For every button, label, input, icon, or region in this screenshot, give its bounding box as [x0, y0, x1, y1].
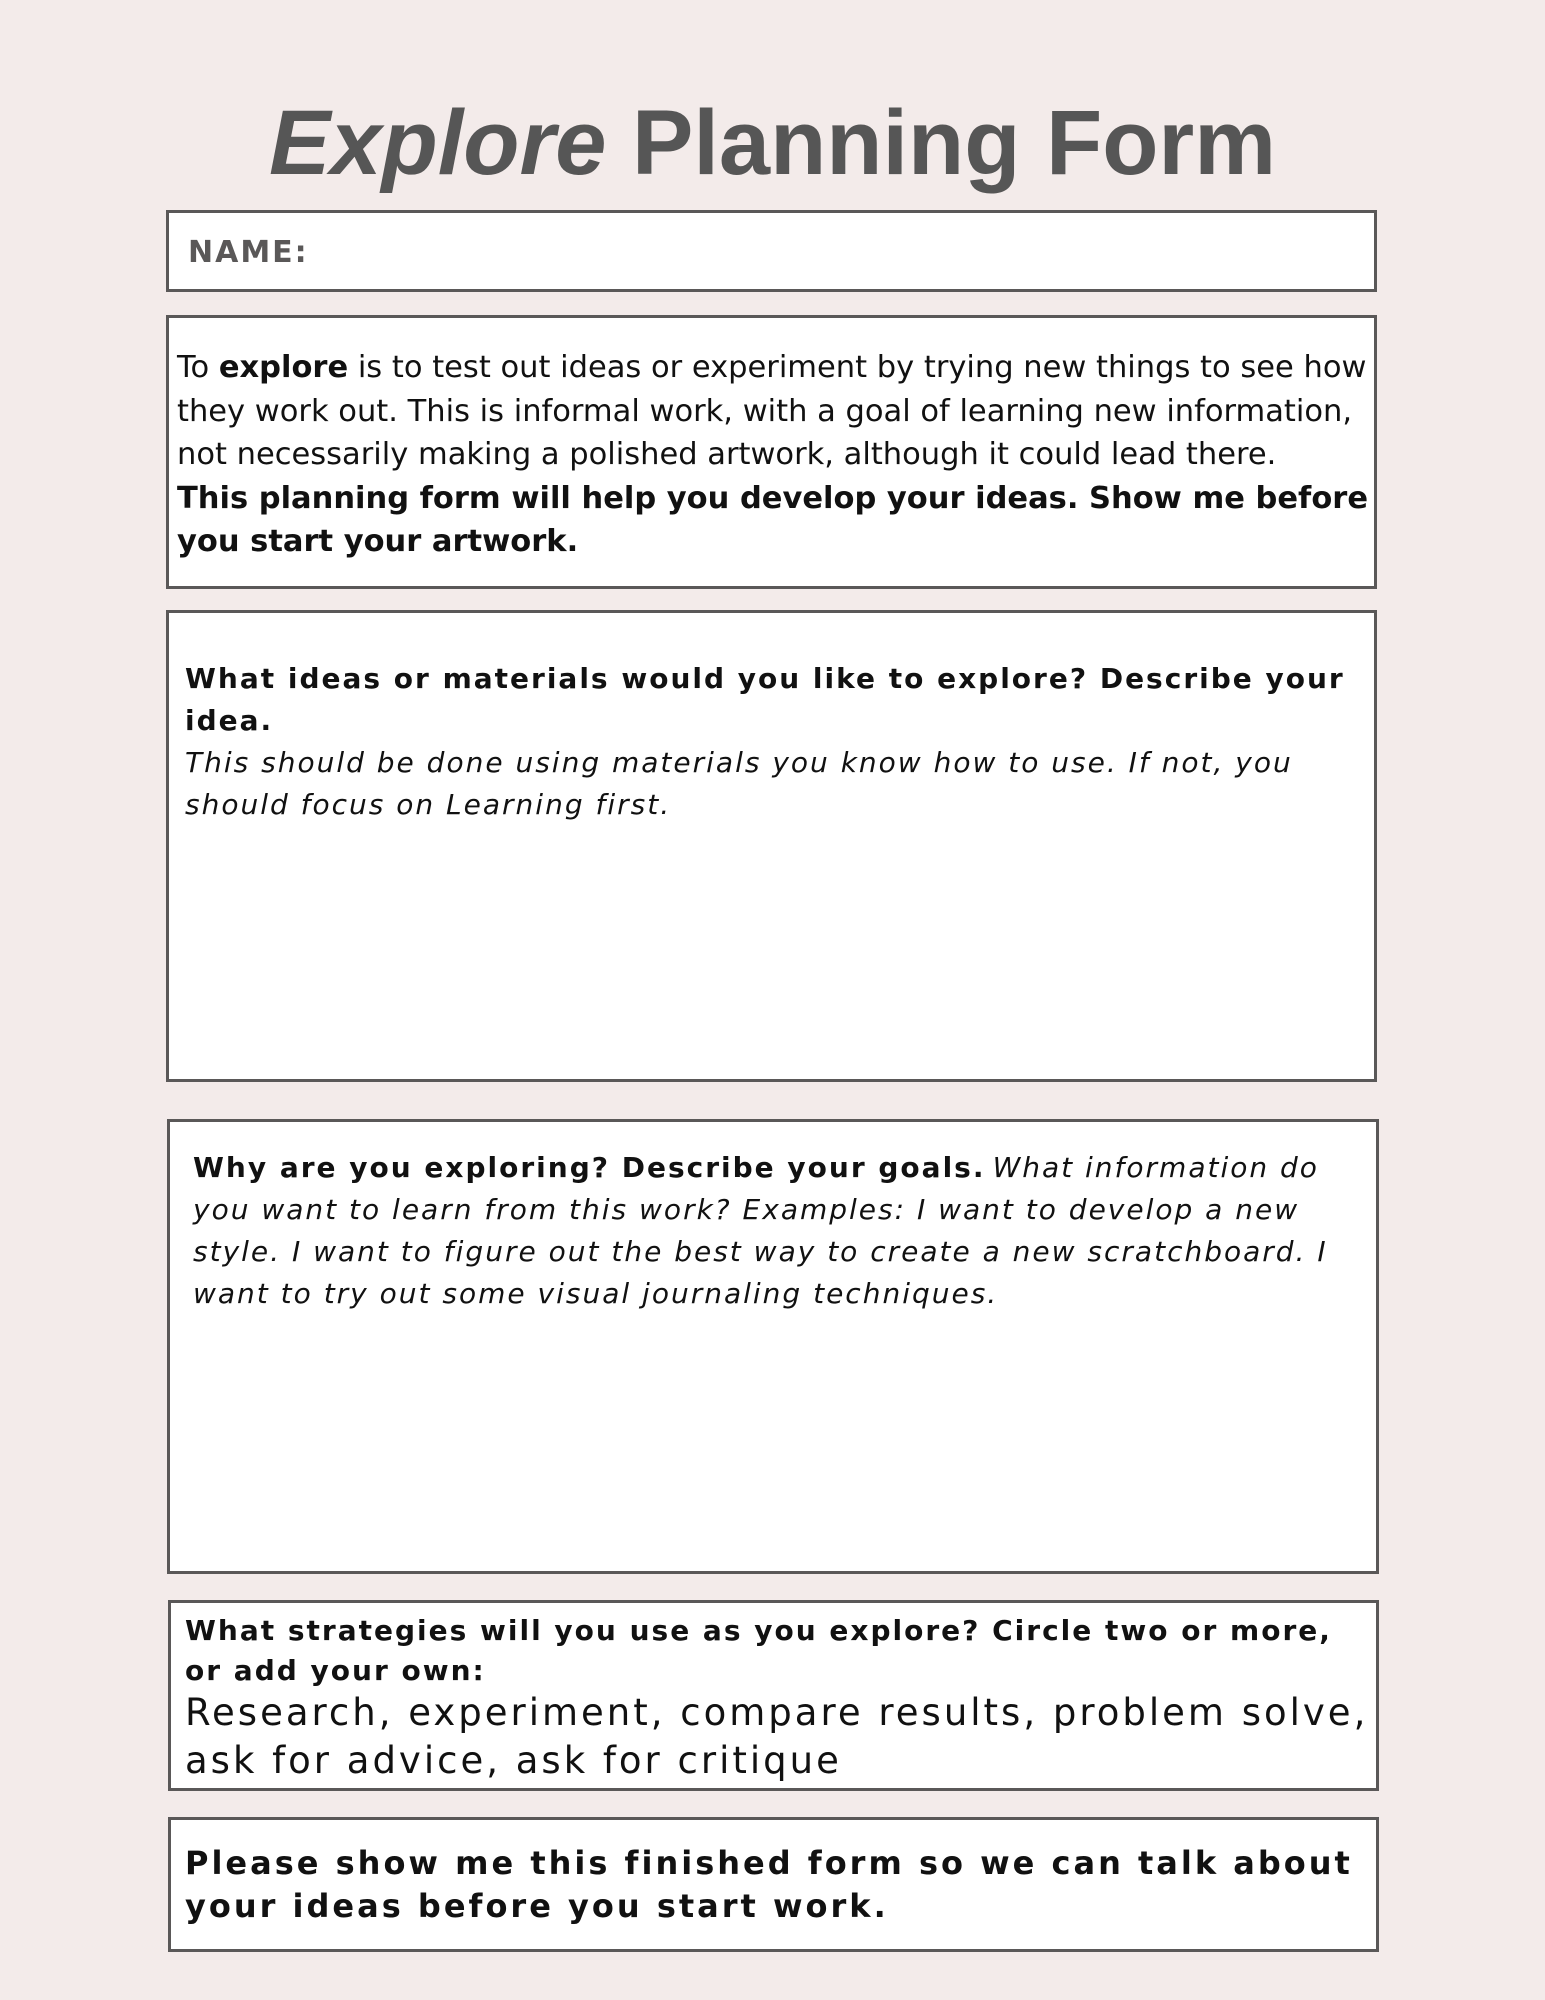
ideas-question — [185, 660, 1365, 828]
goals-question-bold: Why are you exploring? Describe your goals. — [193, 1151, 986, 1184]
intro-keyword: explore — [218, 350, 349, 385]
intro-prefix: To — [177, 350, 219, 385]
goals-question — [193, 1149, 1363, 1317]
strategies-section[interactable] — [168, 1600, 1379, 1791]
intro-emphasis: This planning form will help you develop your ideas. Show me before you start your artwork. — [177, 480, 1369, 559]
name-label: NAME: — [188, 235, 309, 270]
ideas-question-italic: This should be done using materials you know how to use. If not, you should focus on Learning first. — [185, 746, 1293, 821]
strategies-question: What strategies will you use as you explore? Circle two or more, or add your own: — [185, 1614, 1332, 1687]
title-rest: Planning Form — [606, 92, 1276, 194]
intro-section — [166, 315, 1377, 589]
page-title — [0, 88, 1545, 198]
ideas-question-bold: What ideas or materials would you like to explore? Describe your idea. — [185, 662, 1345, 737]
strategies-options[interactable]: Research, experiment, compare results, problem solve, ask for advice, ask for critique — [185, 1691, 1369, 1782]
goals-answer-area[interactable] — [167, 1119, 1379, 1574]
closing-section — [168, 1817, 1379, 1952]
ideas-answer-area[interactable] — [166, 610, 1377, 1082]
intro-body: is to test out ideas or experiment by trying new things to see how they work out. This is informal work, with a goal of learning new information, not necessarily making a polished artwork, although it could lead there. — [177, 350, 1367, 472]
title-italic-word: Explore — [268, 92, 607, 194]
closing-text: Please show me this finished form so we can talk about your ideas before you start work. — [185, 1844, 1353, 1925]
name-field[interactable] — [166, 210, 1377, 292]
goals-question-italic: What information do you want to learn from this work? Examples: I want to develop a new style. I want to figure out the best way to create a new scratchboard. I want to try out some visual journaling techniques. — [193, 1151, 1328, 1310]
intro-text — [177, 346, 1372, 564]
